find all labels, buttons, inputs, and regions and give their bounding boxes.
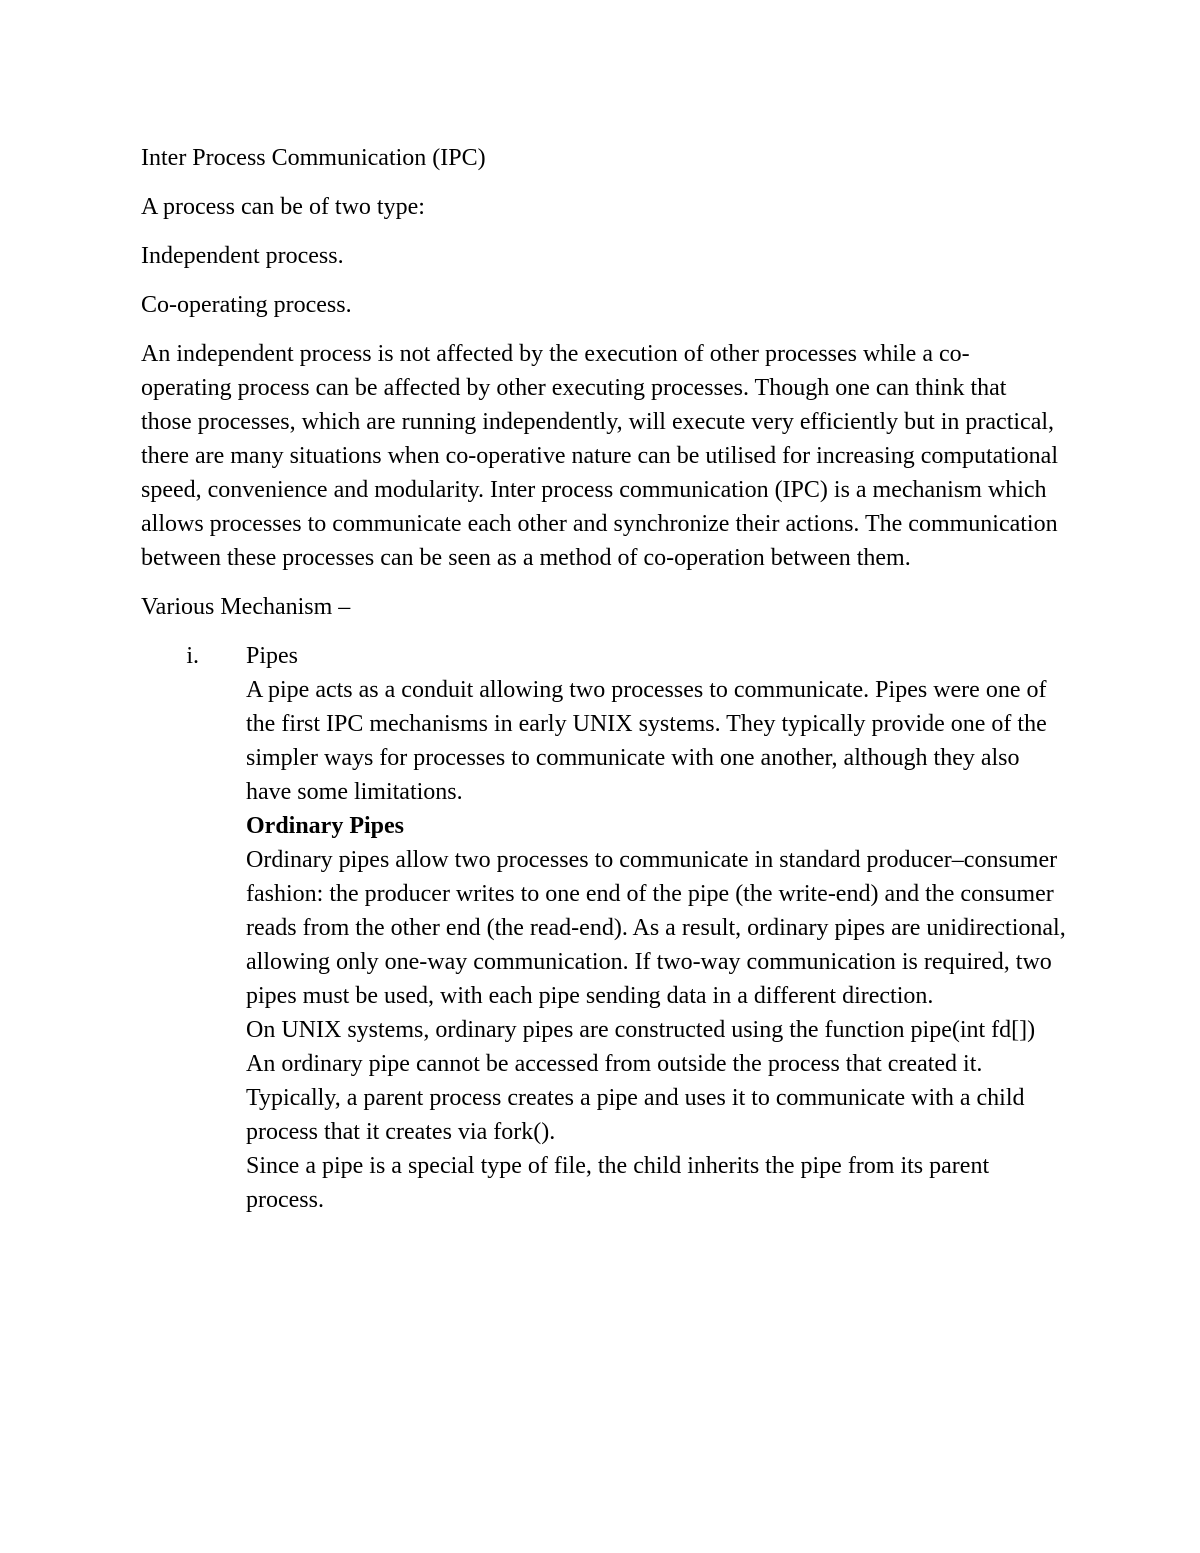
ordinary-pipes-paragraph: Since a pipe is a special type of file, the child inherits the pipe from its parent process. bbox=[246, 1153, 990, 1213]
mechanisms-heading: Various Mechanism – bbox=[141, 594, 351, 620]
body-paragraph: An independent process is not affected by the execution of other processes while a co-operating process can be affected by other executing processes. Though one can think that those processes, which are running independently, will execute very efficiently but in practical, there are many situations when co-operative nature can be utilised for increasing computational speed, convenience and modularity. Inter process communication (IPC) is a mechanism which allows processes to communicate each other and synchronize their actions. The communication between these processes can be seen as a method of co-operation between them. bbox=[141, 341, 1058, 571]
ordinary-pipes-paragraph: On UNIX systems, ordinary pipes are constructed using the function pipe(int fd[]) bbox=[246, 1017, 1036, 1043]
list-marker: i. bbox=[186, 643, 199, 669]
ordinary-pipes-paragraph: An ordinary pipe cannot be accessed from outside the process that created it. Typically, a parent process creates a pipe and uses it to communicate with a child process that it creates via fork(). bbox=[246, 1051, 1025, 1145]
ordinary-pipes-paragraph: Ordinary pipes allow two processes to communicate in standard producer–consumer fashion: the producer writes to one end of the pipe (the write-end) and the consumer reads from the other end (the read-end). As a result, ordinary pipes are unidirectional, allowing only one-way communication. If two-way communication is required, two pipes must be used, with each pipe sending data in a different direction. bbox=[246, 847, 1066, 1009]
mechanism-subheading: Ordinary Pipes bbox=[246, 813, 405, 839]
process-type-independent: Independent process. bbox=[141, 243, 344, 269]
intro-text: A process can be of two type: bbox=[141, 194, 425, 220]
list-item bbox=[141, 639, 1066, 1217]
document-page bbox=[141, 141, 1066, 1217]
mechanism-description: A pipe acts as a conduit allowing two processes to communicate. Pipes were one of the first IPC mechanisms in early UNIX systems. They typically provide one of the simpler ways for processes to communicate with one another, although they also have some limitations. bbox=[246, 677, 1047, 805]
document-title: Inter Process Communication (IPC) bbox=[141, 145, 486, 171]
mechanism-name: Pipes bbox=[246, 643, 299, 669]
process-type-cooperating: Co-operating process. bbox=[141, 292, 352, 318]
mechanisms-list bbox=[141, 639, 1066, 1217]
